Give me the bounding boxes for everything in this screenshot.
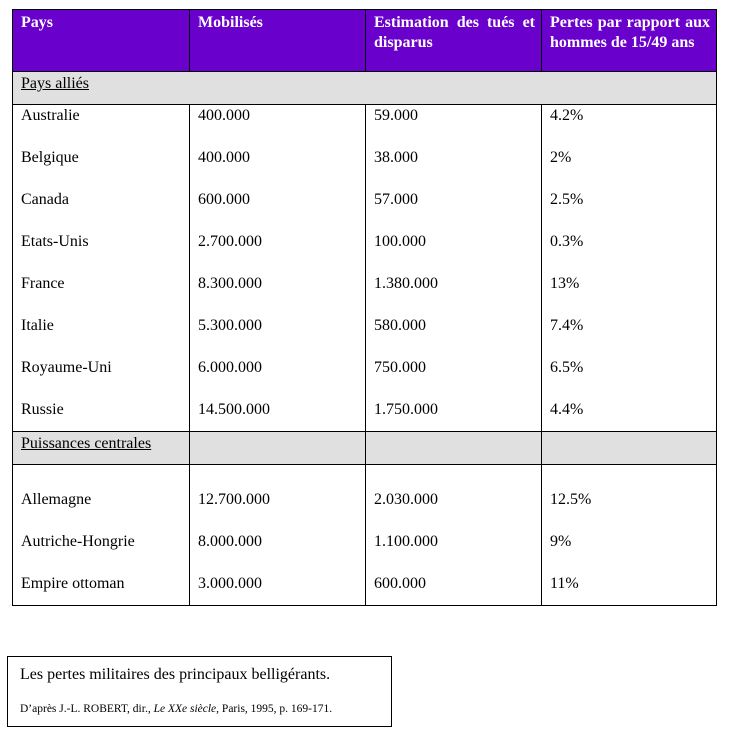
cell-text: 9% [550,533,572,550]
cell-killed [366,105,542,148]
cell-text: 7.4% [550,317,584,334]
cell-mobilized [190,105,366,148]
cell-text: 1.750.000 [374,401,438,418]
cell-killed [366,357,542,399]
cell-country [13,273,190,315]
cell-mobilized [190,357,366,399]
header-country: Pays [13,10,190,72]
section-empty-cell [542,432,717,465]
table-row [13,105,717,148]
cell-text: Russie [21,401,64,418]
cell-killed [366,231,542,273]
cell-mobilized [190,399,366,432]
table-row [13,273,717,315]
table-row [13,489,717,531]
cell-country [13,315,190,357]
table-header-row [13,10,717,72]
cell-text: 2.030.000 [374,491,438,508]
cell-ratio [542,315,717,357]
section-empty-cell [190,432,366,465]
cell-text: 600.000 [374,575,426,592]
cell-ratio [542,357,717,399]
cell-text: 11% [550,575,579,592]
section-row-allies [13,72,717,105]
cell-text: Canada [21,191,69,208]
cell-text: 12.700.000 [198,491,270,508]
cell-text: Australie [21,107,80,124]
cell-mobilized [190,273,366,315]
cell-killed [366,531,542,573]
cell-mobilized [190,489,366,531]
cell-ratio [542,531,717,573]
cell-mobilized [190,231,366,273]
cell-ratio [542,399,717,432]
cell-text: 6.5% [550,359,584,376]
table-row [13,573,717,606]
section-label-central-powers: Puissances centrales [21,435,152,452]
cell-text: 750.000 [374,359,426,376]
cell-text: 600.000 [198,191,250,208]
cell-ratio [542,105,717,148]
cell-text: 38.000 [374,149,418,166]
cell-text: 0.3% [550,233,584,250]
cell-ratio [542,231,717,273]
table-row [13,231,717,273]
cell-text: 13% [550,275,580,292]
cell-text: Allemagne [21,491,92,508]
cell-ratio [542,573,717,606]
cell-killed [366,399,542,432]
cell-text: Etats-Unis [21,233,89,250]
cell-killed [366,273,542,315]
spacer-row [13,465,717,490]
cell-text: 57.000 [374,191,418,208]
table-row [13,531,717,573]
cell-text: Italie [21,317,54,334]
table-row [13,399,717,432]
cell-text: 100.000 [374,233,426,250]
cell-country [13,357,190,399]
cell-country [13,489,190,531]
cell-country [13,399,190,432]
table-row [13,357,717,399]
source-suffix: , Paris, 1995, p. 169-171. [216,703,333,715]
cell-killed [366,573,542,606]
cell-text: 8.300.000 [198,275,262,292]
header-mobilized: Mobilisés [190,10,366,72]
cell-mobilized [190,573,366,606]
cell-country [13,531,190,573]
cell-text: 400.000 [198,149,250,166]
source-prefix: D’après J.-L. ROBERT, dir., [20,703,154,715]
cell-text: 400.000 [198,107,250,124]
table-row [13,315,717,357]
cell-text: Royaume-Uni [21,359,112,376]
cell-text: 8.000.000 [198,533,262,550]
section-empty-cell [366,432,542,465]
cell-text: 1.100.000 [374,533,438,550]
cell-killed [366,489,542,531]
cell-text: 12.5% [550,491,592,508]
cell-mobilized [190,147,366,189]
cell-ratio [542,489,717,531]
cell-killed [366,315,542,357]
header-killed-missing: Estimation des tués et disparus [366,10,542,72]
table-row [13,189,717,231]
cell-text: 59.000 [374,107,418,124]
cell-mobilized [190,531,366,573]
cell-text: 4.2% [550,107,584,124]
cell-text: 6.000.000 [198,359,262,376]
caption-box [7,656,392,727]
cell-country [13,231,190,273]
cell-country [13,189,190,231]
cell-ratio [542,189,717,231]
cell-text: France [21,275,65,292]
casualties-table [12,9,717,606]
cell-killed [366,189,542,231]
table-row [13,147,717,189]
header-loss-ratio: Pertes par rapport aux hommes de 15/49 ans [542,10,717,72]
caption-source [20,703,332,715]
cell-text: 5.300.000 [198,317,262,334]
cell-country [13,147,190,189]
cell-text: 1.380.000 [374,275,438,292]
cell-ratio [542,273,717,315]
cell-text: 3.000.000 [198,575,262,592]
section-row-central-powers [13,432,717,465]
cell-text: Autriche-Hongrie [21,533,135,550]
caption-title: Les pertes militaires des principaux belligérants. [20,666,331,683]
cell-text: Empire ottoman [21,575,125,592]
cell-country [13,573,190,606]
cell-mobilized [190,315,366,357]
cell-ratio [542,147,717,189]
cell-text: 580.000 [374,317,426,334]
cell-text: 2.700.000 [198,233,262,250]
cell-text: 4.4% [550,401,584,418]
cell-mobilized [190,189,366,231]
cell-text: 2.5% [550,191,584,208]
section-label-allies: Pays alliés [21,75,89,92]
cell-killed [366,147,542,189]
cell-country [13,105,190,148]
source-work-title: Le XXe siècle [153,703,217,715]
cell-text: 2% [550,149,572,166]
cell-text: 14.500.000 [198,401,270,418]
cell-text: Belgique [21,149,79,166]
